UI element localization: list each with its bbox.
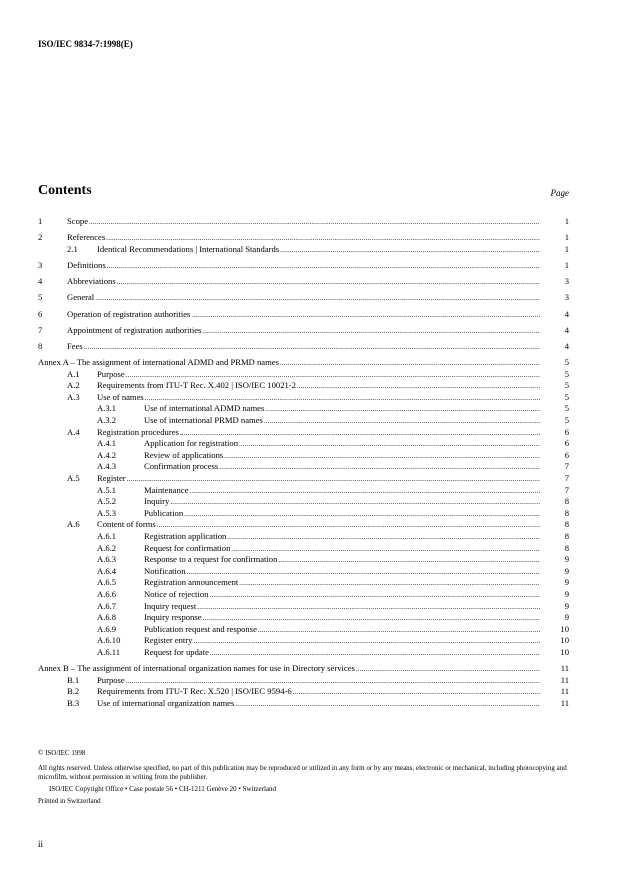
toc-entry [38, 309, 569, 321]
document-id: ISO/IEC 9834-7:1998(E) [38, 39, 133, 49]
toc-entry-page: 5 [564, 415, 569, 426]
toc-entry-number: 2 [38, 232, 43, 243]
copyright-office-address: ISO/IEC Copyright Office • Case postale 56 • CH-1211 Genève 20 • Switzerland [49, 785, 277, 793]
toc-entry [38, 369, 569, 381]
toc-entry [38, 427, 569, 439]
toc-entry-page: 10 [560, 623, 569, 634]
toc-entry [38, 260, 569, 272]
toc-entry-page: 7 [564, 461, 569, 472]
toc-entry-title: Request for update [144, 646, 209, 657]
toc-entry-page: 5 [564, 368, 569, 379]
toc-entry-title: Requirements from ITU-T Rec. X.520 | ISO/IEC 9594-6 [97, 686, 292, 697]
toc-entry-page: 9 [564, 588, 569, 599]
toc-entry-page: 1 [564, 232, 569, 243]
toc-entry [38, 531, 569, 543]
toc-entry-title: Notice of rejection [144, 588, 209, 599]
toc-entry [38, 698, 569, 710]
toc-entry-number: A.5.1 [97, 484, 117, 495]
toc-entry-title: Inquiry [144, 496, 170, 507]
toc-entry-title: Use of names [97, 391, 144, 402]
toc-entry [38, 508, 569, 520]
toc-entry-title: Inquiry request [144, 600, 197, 611]
toc-entry [38, 216, 569, 228]
toc-entry [38, 675, 569, 687]
toc-entry [38, 686, 569, 698]
toc-leader-dots [117, 276, 540, 289]
toc-entry-title: Registration announcement [144, 577, 239, 588]
toc-entry-number: A.2 [67, 380, 80, 391]
toc-entry-title: Use of international PRMD names [144, 415, 263, 426]
toc-entry-title: Registration procedures [97, 426, 179, 437]
toc-entry-page: 9 [564, 554, 569, 565]
toc-entry [38, 415, 569, 427]
toc-entry [38, 244, 569, 256]
toc-entry [38, 566, 569, 578]
toc-entry-title: Publication [144, 507, 184, 518]
toc-entry-page: 9 [564, 600, 569, 611]
toc-entry-number: A.6.1 [97, 531, 117, 541]
toc-entry-number: A.5 [67, 473, 80, 484]
toc-entry-title: Maintenance [144, 484, 189, 495]
toc-entry-page: 9 [564, 577, 569, 588]
toc-entry-number: A.4.2 [97, 449, 117, 460]
toc-entry-title: Requirements from ITU-T Rec. X.402 | ISO/IEC 10021-2 [97, 380, 296, 391]
toc-entry-number: A.4.3 [97, 461, 117, 472]
toc-entry-page: 4 [564, 340, 569, 351]
toc-entry-number: A.4 [67, 426, 80, 437]
toc-entry [38, 232, 569, 244]
toc-entry-number: A.1 [67, 368, 80, 379]
toc-entry-title: Register entry [144, 635, 193, 646]
toc-entry-number: 1 [38, 216, 43, 226]
toc-entry [38, 577, 569, 589]
toc-entry [38, 438, 569, 450]
contents-title: Contents [38, 183, 92, 198]
toc-entry-title: Inquiry response [144, 612, 202, 623]
toc-entry-number: A.6.8 [97, 612, 117, 623]
toc-leader-dots [107, 260, 540, 273]
toc-entry-page: 5 [564, 391, 569, 402]
toc-entry-number: A.6.5 [97, 577, 117, 588]
table-of-contents [38, 216, 569, 710]
toc-entry-page: 1 [564, 259, 569, 270]
toc-entry-number: A.5.3 [97, 507, 117, 518]
toc-entry-title: Registration application [144, 531, 227, 541]
toc-entry-number: A.6.9 [97, 623, 117, 634]
toc-entry-page: 4 [564, 324, 569, 335]
toc-entry [38, 461, 569, 473]
toc-entry-title: Appointment of registration authorities [67, 324, 202, 335]
toc-entry-title: Application for registration [144, 438, 239, 449]
toc-entry [38, 554, 569, 566]
toc-entry-page: 8 [564, 507, 569, 518]
toc-entry-number: B.2 [67, 686, 80, 697]
toc-entry-number: A.6.11 [97, 646, 121, 657]
toc-entry-title: Scope [67, 216, 89, 226]
toc-entry-page: 7 [564, 484, 569, 495]
toc-entry-page: 11 [560, 697, 569, 708]
toc-entry-number: 4 [38, 276, 43, 287]
toc-entry-title: Annex B – The assignment of international organization names for use in Directory services [38, 663, 355, 674]
toc-entry-number: B.1 [67, 674, 80, 685]
toc-entry [38, 496, 569, 508]
toc-entry-title: Definitions [67, 259, 106, 270]
toc-entry-number: A.6.4 [97, 565, 117, 576]
toc-entry-page: 11 [560, 686, 569, 697]
toc-entry-page: 3 [564, 276, 569, 287]
toc-entry [38, 663, 569, 675]
toc-entry-number: 5 [38, 292, 43, 303]
toc-leader-dots [280, 244, 540, 257]
toc-entry [38, 624, 569, 636]
toc-entry-page: 11 [560, 663, 569, 674]
toc-leader-dots [84, 341, 540, 354]
toc-entry [38, 450, 569, 462]
toc-entry-page: 5 [564, 380, 569, 391]
toc-entry-title: Purpose [97, 674, 125, 685]
toc-entry-title: Publication request and response [144, 623, 257, 634]
toc-entry-page: 6 [564, 426, 569, 437]
toc-entry-number: 3 [38, 259, 43, 270]
toc-entry-title: Annex A – The assignment of international ADMD and PRMD names [38, 357, 279, 368]
toc-entry-page: 10 [560, 646, 569, 657]
toc-entry-page: 6 [564, 449, 569, 460]
toc-entry-page: 5 [564, 357, 569, 368]
toc-entry-title: Use of international ADMD names [144, 403, 265, 414]
toc-entry-title: Review of applications [144, 449, 224, 460]
toc-leader-dots [89, 216, 540, 229]
toc-entry [38, 276, 569, 288]
toc-entry [38, 601, 569, 613]
toc-leader-dots [235, 698, 540, 711]
toc-entry-title: Purpose [97, 368, 125, 379]
toc-entry-title: Content of forms [97, 519, 156, 530]
toc-entry-number: A.6.3 [97, 554, 117, 565]
toc-entry-number: 6 [38, 308, 43, 319]
toc-entry-page: 6 [564, 438, 569, 449]
toc-entry [38, 473, 569, 485]
toc-entry-title: Confirmation process [144, 461, 219, 472]
toc-entry [38, 341, 569, 353]
toc-entry-number: A.3.1 [97, 403, 117, 414]
toc-leader-dots [210, 647, 540, 660]
toc-entry-number: A.6.2 [97, 542, 117, 553]
toc-entry-number: A.4.1 [97, 438, 117, 449]
toc-entry-number: A.3 [67, 391, 80, 402]
toc-entry-page: 8 [564, 542, 569, 553]
toc-entry-number: A.6 [67, 519, 80, 530]
toc-entry-number: A.6.10 [97, 635, 121, 646]
page-column-label: Page [550, 188, 569, 198]
toc-entry-number: 2.1 [67, 243, 78, 254]
toc-entry [38, 485, 569, 497]
page-number: ii [38, 839, 44, 849]
toc-leader-dots [202, 325, 540, 338]
toc-entry-page: 5 [564, 403, 569, 414]
toc-entry-title: Notification [144, 565, 186, 576]
toc-entry-page: 1 [564, 216, 569, 226]
toc-entry [38, 543, 569, 555]
toc-entry-page: 8 [564, 531, 569, 541]
toc-entry-page: 8 [564, 519, 569, 530]
toc-entry-title: Operation of registration authorities [67, 308, 191, 319]
toc-entry [38, 292, 569, 304]
toc-entry-page: 11 [560, 674, 569, 685]
toc-entry [38, 635, 569, 647]
toc-entry-number: B.3 [67, 697, 80, 708]
toc-entry-page: 4 [564, 308, 569, 319]
toc-entry-page: 3 [564, 292, 569, 303]
toc-entry [38, 647, 569, 659]
toc-entry [38, 357, 569, 369]
toc-entry-page: 7 [564, 473, 569, 484]
toc-entry [38, 392, 569, 404]
toc-entry-number: A.6.7 [97, 600, 117, 611]
rights-statement: All rights reserved. Unless otherwise specified, no part of this publication may be reproduced or utilized in any form or by any means, electronic or mechanical, including photocopying and microfilm, without permission in writing from the publisher. [38, 764, 567, 781]
copyright-notice: © ISO/IEC 1998 [38, 749, 86, 757]
toc-entry-title: General [67, 292, 95, 303]
toc-entry-title: Identical Recommendations | International Standards [97, 243, 280, 254]
toc-leader-dots [95, 292, 540, 305]
toc-entry-number: 7 [38, 324, 43, 335]
toc-entry [38, 519, 569, 531]
toc-entry-title: References [67, 232, 106, 243]
toc-entry-title: Use of international organization names [97, 697, 235, 708]
toc-entry [38, 589, 569, 601]
toc-entry-title: Fees [67, 340, 83, 351]
toc-entry-page: 8 [564, 496, 569, 507]
toc-entry [38, 325, 569, 337]
toc-entry-number: A.5.2 [97, 496, 117, 507]
toc-entry-title: Abbreviations [67, 276, 116, 287]
toc-entry-title: Response to a request for confirmation [144, 554, 278, 565]
toc-entry-page: 9 [564, 612, 569, 623]
toc-entry [38, 612, 569, 624]
toc-entry [38, 380, 569, 392]
toc-entry-page: 1 [564, 243, 569, 254]
toc-entry-page: 9 [564, 565, 569, 576]
toc-leader-dots [191, 309, 540, 322]
toc-entry [38, 403, 569, 415]
toc-entry-page: 10 [560, 635, 569, 646]
toc-entry-title: Request for confirmation [144, 542, 231, 553]
toc-entry-number: 8 [38, 340, 43, 351]
toc-entry-number: A.3.2 [97, 415, 117, 426]
toc-entry-number: A.6.6 [97, 588, 117, 599]
printed-in: Printed in Switzerland [38, 797, 101, 805]
toc-entry-title: Register [97, 473, 126, 484]
